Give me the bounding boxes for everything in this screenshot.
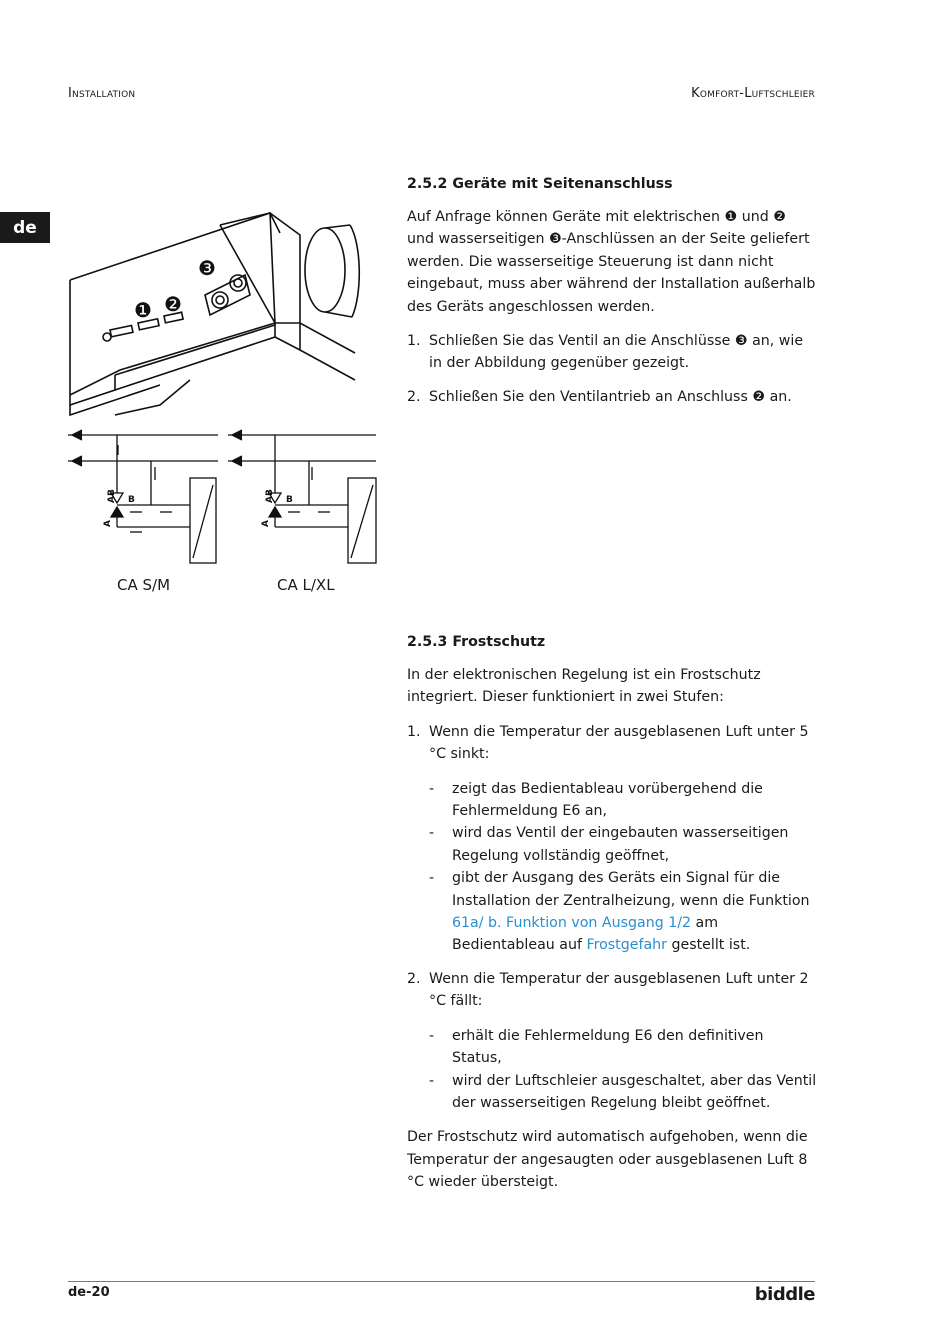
valve-label-a-right: A — [261, 520, 271, 527]
marker-2: ❷ — [164, 292, 182, 316]
footer-divider — [68, 1281, 815, 1282]
caption-ca-lxl: CA L/XL — [277, 576, 335, 594]
unit-illustration — [60, 205, 380, 575]
marker-3: ❸ — [198, 256, 216, 280]
page-number: de-20 — [68, 1285, 110, 1300]
section-252-steps — [407, 330, 817, 408]
bullet-text: erhält die Fehlermeldung E6 den definitiven Status, — [452, 1027, 764, 1067]
bullet-text: zeigt das Bedientableau vorübergehend die Fehlermeldung E6 an, — [452, 780, 763, 820]
section-253-intro: In der elektronischen Regelung ist ein Frostschutz integriert. Dieser funktioniert in zwei Stufen: — [407, 667, 761, 706]
valve-label-b-left: B — [128, 495, 135, 505]
list-item: - gibt der Ausgang des Geräts ein Signal für die Installation der Zentralheizung, wenn die Funktion 61a/ b. Funktion von Ausgang 1/2 am Bedientableau auf Frostgefahr gestellt ist. — [429, 870, 810, 954]
bullet-text-post: gestellt ist. — [666, 937, 751, 954]
list-item — [407, 721, 817, 957]
step-text: Wenn die Temperatur der ausgeblasenen Luft unter 2 °C fällt: — [429, 970, 809, 1010]
list-item: - erhält die Fehlermeldung E6 den definitiven Status, — [429, 1027, 764, 1067]
valve-label-ab-left: AB — [107, 489, 117, 503]
step-number: 2. — [407, 970, 421, 987]
schematic-right — [228, 430, 376, 563]
list-item — [407, 968, 817, 1114]
bullet-text: wird das Ventil der eingebauten wasserseitigen Regelung vollständig geöffnet, — [452, 825, 789, 864]
marker-1: ❶ — [134, 298, 152, 322]
section-253-outro: Der Frostschutz wird automatisch aufgehoben, wenn die Temperatur der angesaugten oder ausgeblasenen Luft 8 °C wieder übersteigt. — [407, 1129, 808, 1191]
running-header-right: Komfort-Luftschleier — [691, 86, 815, 101]
running-header-left: Installation — [68, 86, 136, 101]
section-253 — [407, 632, 817, 1206]
step-number: 1. — [407, 333, 421, 350]
step-text: Wenn die Temperatur der ausgeblasenen Luft unter 5 °C sinkt: — [429, 723, 809, 763]
schematic-left — [68, 430, 218, 563]
biddle-logo: biddle — [754, 1284, 815, 1305]
list-item — [407, 386, 817, 408]
bullet-text-mid: am Bedientableau auf — [452, 915, 719, 954]
section-252-intro: Auf Anfrage können Geräte mit elektrischen ❶ und ❷ und wasserseitigen ❸-Anschlüssen an der Seite geliefert werden. Die wasserseitige Steuerung ist dann nicht eingebaut, muss aber während der Installation außerhalb des Geräts angeschlossen werden. — [407, 209, 816, 315]
step1-bullets — [429, 778, 817, 957]
valve-label-a-left: A — [103, 520, 113, 527]
caption-ca-sm: CA S/M — [117, 576, 171, 594]
section-252-title: 2.5.2 Geräte mit Seitenanschluss — [407, 176, 673, 192]
step-text: Schließen Sie das Ventil an die Anschlüsse ❸ an, wie in der Abbildung gegenüber gezeigt. — [429, 333, 804, 372]
valve-label-b-right: B — [286, 495, 293, 505]
function-61ab-link[interactable]: 61a/ b. Funktion von Ausgang 1/2 — [452, 915, 692, 932]
step-number: 2. — [407, 388, 421, 405]
list-item: - wird der Luftschleier ausgeschaltet, aber das Ventil der wasserseitigen Regelung bleibt geöffnet. — [429, 1072, 817, 1111]
section-252 — [407, 174, 817, 420]
section-253-steps — [407, 721, 817, 1115]
list-item: - zeigt das Bedientableau vorübergehend die Fehlermeldung E6 an, — [429, 780, 763, 820]
language-tab: de — [0, 212, 50, 243]
step-number: 1. — [407, 723, 421, 740]
unit-drawing — [70, 213, 359, 415]
step-text: Schließen Sie den Ventilantrieb an Anschluss ❷ an. — [429, 388, 792, 405]
list-item — [407, 330, 817, 375]
section-253-title: 2.5.3 Frostschutz — [407, 634, 546, 650]
bullet-text: wird der Luftschleier ausgeschaltet, aber das Ventil der wasserseitigen Regelung bleibt geöffnet. — [452, 1072, 817, 1111]
step2-bullets — [429, 1025, 817, 1115]
frostgefahr-link[interactable]: Frostgefahr — [586, 937, 667, 954]
valve-label-ab-right: AB — [265, 489, 275, 503]
list-item: - wird das Ventil der eingebauten wasserseitigen Regelung vollständig geöffnet, — [429, 825, 789, 864]
bullet-text-pre: gibt der Ausgang des Geräts ein Signal für die Installation der Zentralheizung, wenn die Funktion — [452, 870, 810, 909]
